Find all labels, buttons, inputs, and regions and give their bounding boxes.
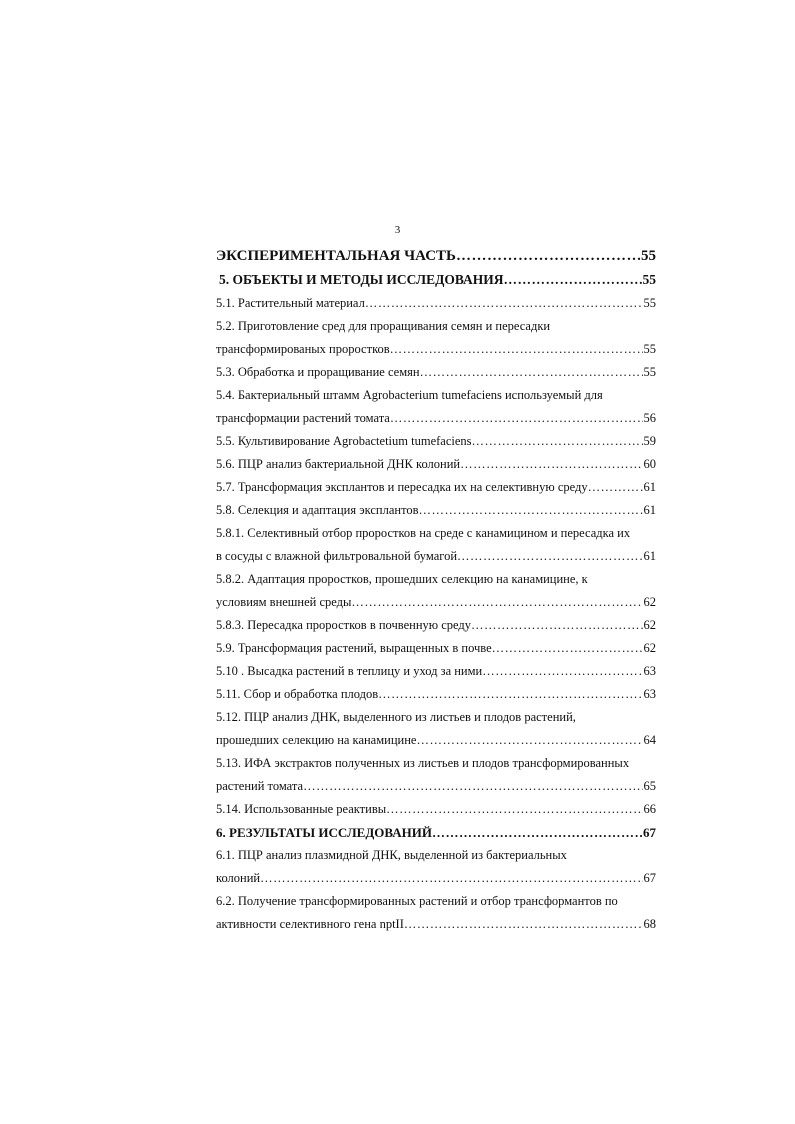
toc-entry-title: растений томата — [216, 779, 304, 793]
table-of-contents — [216, 244, 656, 936]
dot-leader — [492, 637, 643, 660]
dot-leader — [471, 614, 642, 637]
dot-leader — [432, 821, 642, 844]
toc-entry — [216, 706, 656, 729]
toc-entry-page: 61 — [643, 549, 656, 563]
toc-entry-page: 62 — [643, 595, 656, 609]
toc-entry-page: 55 — [641, 248, 656, 264]
toc-entry-title: 5.6. ПЦР анализ бактериальной ДНК колоний — [216, 457, 461, 471]
dot-leader — [482, 660, 642, 683]
dot-leader — [351, 591, 642, 614]
toc-entry — [216, 430, 656, 453]
dot-leader — [390, 338, 643, 361]
toc-entry-page: 63 — [643, 664, 656, 678]
toc-entry — [216, 292, 656, 315]
dot-leader — [365, 292, 643, 315]
toc-entry-title: 5.8.2. Адаптация проростков, прошедших селекцию на канамицине, к — [216, 572, 588, 586]
toc-entry-title: 6. РЕЗУЛЬТАТЫ ИССЛЕДОВАНИЙ — [216, 825, 432, 840]
toc-entry-chapter-5 — [216, 268, 656, 292]
toc-entry — [216, 522, 656, 545]
toc-entry — [216, 499, 656, 522]
toc-entry-title: 5.5. Культивирование Agrobactetium tumefaciens — [216, 434, 472, 448]
toc-entry-chapter-6 — [216, 821, 656, 844]
toc-entry-page: 67 — [643, 871, 656, 885]
toc-entry-page: 55 — [643, 296, 656, 310]
dot-leader — [416, 729, 642, 752]
toc-entry-page: 66 — [643, 802, 656, 816]
toc-entry — [216, 752, 656, 775]
toc-entry — [216, 614, 656, 637]
toc-entry — [216, 315, 656, 338]
dot-leader — [472, 430, 643, 453]
toc-entry — [216, 867, 656, 890]
toc-entry-title: 5.3. Обработка и проращивание семян — [216, 365, 420, 379]
toc-entry-title: 5.10 . Высадка растений в теплицу и уход за ними — [216, 664, 483, 678]
toc-entry — [216, 683, 656, 706]
toc-entry-title: условиям внешней среды — [216, 595, 352, 609]
dot-leader — [260, 867, 642, 890]
dot-leader — [386, 798, 642, 821]
toc-entry-experimental-part — [216, 244, 656, 268]
toc-entry-title: 5.8.1. Селективный отбор проростков на среде с канамицином и пересадка их — [216, 526, 631, 540]
toc-entry-page: 64 — [643, 733, 656, 747]
toc-entry-page: 59 — [643, 434, 656, 448]
dot-leader — [504, 268, 642, 292]
toc-entry — [216, 844, 656, 867]
dot-leader — [404, 913, 643, 936]
toc-entry-title: 5.14. Использованные реактивы — [216, 802, 387, 816]
toc-entry-page: 61 — [643, 480, 656, 494]
toc-entry-title: трансформированых проростков — [216, 342, 390, 356]
toc-entry-page: 55 — [643, 365, 656, 379]
dot-leader — [303, 775, 642, 798]
toc-entry-title: 5.11. Сбор и обработка плодов — [216, 687, 379, 701]
dot-leader — [419, 499, 643, 522]
toc-entry-title: 5.8.3. Пересадка проростков в почвенную среду — [216, 618, 472, 632]
toc-entry-page: 67 — [643, 825, 656, 840]
toc-entry-title: 6.1. ПЦР анализ плазмидной ДНК, выделенной из бактериальных — [216, 848, 567, 862]
toc-entry-title: в сосуды с влажной фильтровальной бумагой — [216, 549, 458, 563]
toc-entry-title: 6.2. Получение трансформированных растений и отбор трансформантов по — [216, 894, 618, 908]
toc-entry-title: колоний — [216, 871, 261, 885]
toc-entry-title: 5.7. Трансформация эксплантов и пересадка их на селективную среду — [216, 480, 588, 494]
toc-entry — [216, 775, 656, 798]
toc-entry-title: активности селективного гена nptII — [216, 917, 404, 931]
toc-entry-title: ЭКСПЕРИМЕНТАЛЬНАЯ ЧАСТЬ — [216, 248, 456, 264]
dot-leader — [460, 453, 642, 476]
page-number: 3 — [394, 224, 401, 236]
toc-entry-title: 5.2. Приготовление сред для проращивания семян и пересадки — [216, 319, 551, 333]
toc-entry-page: 62 — [643, 641, 656, 655]
toc-entry — [216, 384, 656, 407]
dot-leader — [378, 683, 642, 706]
toc-entry — [216, 453, 656, 476]
toc-entry — [216, 591, 656, 614]
dot-leader — [588, 476, 643, 499]
toc-entry — [216, 338, 656, 361]
toc-entry — [216, 476, 656, 499]
toc-entry-title: 5.9. Трансформация растений, выращенных в почве — [216, 641, 492, 655]
toc-entry — [216, 913, 656, 936]
toc-entry — [216, 798, 656, 821]
toc-entry-page: 61 — [643, 503, 656, 517]
toc-entry — [216, 407, 656, 430]
toc-entry-page: 55 — [643, 342, 656, 356]
toc-entry — [216, 729, 656, 752]
toc-entry-title: прошедших селекцию на канамицине — [216, 733, 417, 747]
toc-entry-title: 5.4. Бактериальный штамм Agrobacterium tumefaciens используемый для — [216, 388, 603, 402]
toc-entry-title: 5.1. Растительный материал — [216, 296, 365, 310]
toc-entry-page: 60 — [643, 457, 656, 471]
toc-entry-title: 5.8. Селекция и адаптация эксплантов — [216, 503, 419, 517]
toc-entry — [216, 545, 656, 568]
toc-entry-page: 56 — [643, 411, 656, 425]
dot-leader — [420, 361, 643, 384]
toc-entry — [216, 890, 656, 913]
dot-leader — [457, 545, 642, 568]
dot-leader — [390, 407, 643, 430]
toc-entry-title: трансформации растений томата — [216, 411, 390, 425]
toc-entry — [216, 568, 656, 591]
toc-entry-page: 68 — [643, 917, 656, 931]
toc-entry-title: 5.12. ПЦР анализ ДНК, выделенного из листьев и плодов растений, — [216, 710, 576, 724]
toc-entry — [216, 637, 656, 660]
toc-entry-title: 5.13. ИФА экстрактов полученных из листьев и плодов трансформированных — [216, 756, 630, 770]
toc-entry — [216, 361, 656, 384]
toc-entry-page: 65 — [643, 779, 656, 793]
toc-entry-page: 62 — [643, 618, 656, 632]
toc-entry-page: 63 — [643, 687, 656, 701]
toc-entry-page: 55 — [642, 272, 656, 287]
dot-leader — [456, 244, 640, 268]
toc-entry — [216, 660, 656, 683]
toc-entry-title: 5. ОБЪЕКТЫ И МЕТОДЫ ИССЛЕДОВАНИЯ — [219, 272, 504, 287]
